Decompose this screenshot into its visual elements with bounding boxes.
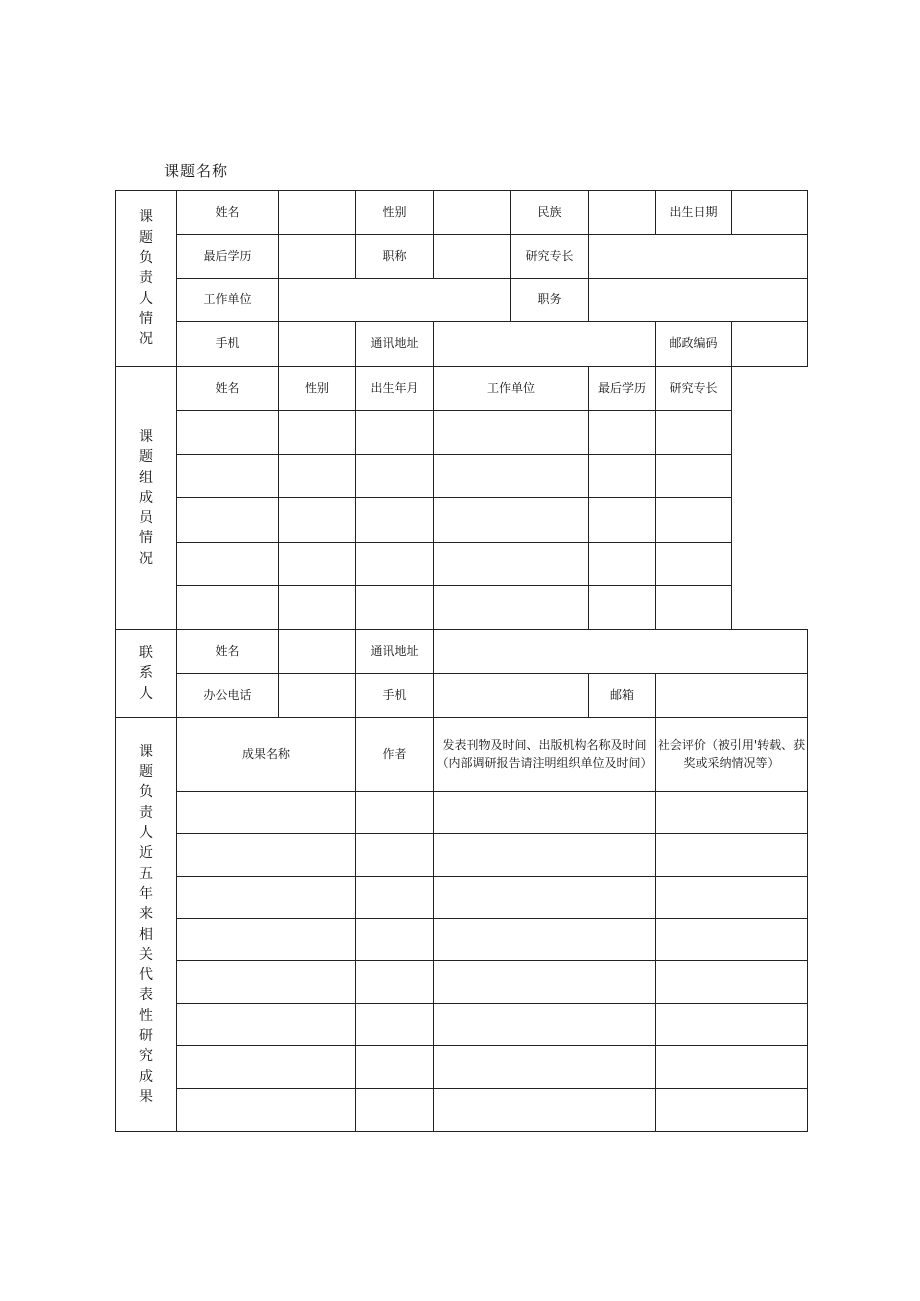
achievement-row xyxy=(116,792,808,834)
leader-specialty-field[interactable] xyxy=(589,235,808,279)
member-cell[interactable] xyxy=(356,586,434,630)
achievements-header-row xyxy=(116,718,808,792)
member-row xyxy=(116,586,808,630)
achievement-cell[interactable] xyxy=(434,1046,656,1089)
members-header-workunit: 工作单位 xyxy=(434,367,589,411)
achievement-cell[interactable] xyxy=(177,919,356,961)
member-cell[interactable] xyxy=(279,411,356,455)
achievement-cell[interactable] xyxy=(356,919,434,961)
achievement-cell[interactable] xyxy=(177,1046,356,1089)
contact-officephone-field[interactable] xyxy=(279,674,356,718)
page-title: 课题名称 xyxy=(164,162,229,180)
member-cell[interactable] xyxy=(434,543,589,586)
leader-ethnicity-label: 民族 xyxy=(511,191,589,235)
achievements-header-publication: 发表刊物及时间、出版机构名称及时间（内部调研报告请注明组织单位及时间） xyxy=(434,718,656,792)
member-cell[interactable] xyxy=(656,498,732,543)
leader-specialty-label: 研究专长 xyxy=(511,235,589,279)
leader-workunit-label: 工作单位 xyxy=(177,279,279,322)
member-row xyxy=(116,498,808,543)
contact-email-label: 邮箱 xyxy=(589,674,656,718)
member-cell[interactable] xyxy=(279,455,356,498)
achievement-cell[interactable] xyxy=(434,961,656,1004)
achievement-row xyxy=(116,1004,808,1046)
leader-position-label: 职务 xyxy=(511,279,589,322)
contact-address-field[interactable] xyxy=(434,630,808,674)
member-cell[interactable] xyxy=(589,543,656,586)
contact-row-2 xyxy=(116,674,808,718)
member-cell[interactable] xyxy=(177,586,279,630)
member-cell[interactable] xyxy=(656,543,732,586)
leader-workunit-field[interactable] xyxy=(279,279,511,322)
achievement-cell[interactable] xyxy=(177,834,356,877)
achievement-cell[interactable] xyxy=(356,1004,434,1046)
member-cell[interactable] xyxy=(589,411,656,455)
member-cell[interactable] xyxy=(589,455,656,498)
members-header-row xyxy=(116,367,808,411)
contact-mobile-label: 手机 xyxy=(356,674,434,718)
contact-email-field[interactable] xyxy=(656,674,808,718)
achievement-row xyxy=(116,961,808,1004)
achievements-header-evaluation: 社会评价（被引用'转载、获奖或采纳情况等） xyxy=(656,718,808,792)
member-cell[interactable] xyxy=(434,411,589,455)
achievement-cell[interactable] xyxy=(356,792,434,834)
achievement-cell[interactable] xyxy=(177,792,356,834)
contact-address-label: 通讯地址 xyxy=(356,630,434,674)
achievement-cell[interactable] xyxy=(177,961,356,1004)
contact-name-field[interactable] xyxy=(279,630,356,674)
achievement-cell[interactable] xyxy=(434,919,656,961)
member-cell[interactable] xyxy=(589,586,656,630)
contact-row-1 xyxy=(116,630,808,674)
achievement-cell[interactable] xyxy=(434,792,656,834)
member-cell[interactable] xyxy=(279,498,356,543)
achievement-cell[interactable] xyxy=(656,792,808,834)
achievement-cell[interactable] xyxy=(434,1089,656,1132)
member-cell[interactable] xyxy=(356,411,434,455)
application-form-table xyxy=(115,190,808,1132)
leader-row-2 xyxy=(116,235,808,279)
achievement-cell[interactable] xyxy=(356,834,434,877)
achievement-row xyxy=(116,1089,808,1132)
members-header-specialty: 研究专长 xyxy=(656,367,732,411)
member-cell[interactable] xyxy=(589,498,656,543)
achievement-cell[interactable] xyxy=(656,1004,808,1046)
leader-address-label: 通讯地址 xyxy=(356,322,434,367)
achievements-section-label: 课题负责人近五年来相关代表性研究成果 xyxy=(116,718,177,1132)
leader-education-field[interactable] xyxy=(279,235,356,279)
achievement-cell[interactable] xyxy=(656,919,808,961)
leader-ethnicity-field[interactable] xyxy=(589,191,656,235)
member-cell[interactable] xyxy=(434,455,589,498)
achievement-cell[interactable] xyxy=(434,877,656,919)
achievement-row xyxy=(116,834,808,877)
achievement-cell[interactable] xyxy=(177,1004,356,1046)
member-cell[interactable] xyxy=(177,498,279,543)
member-cell[interactable] xyxy=(356,498,434,543)
achievement-cell[interactable] xyxy=(434,1004,656,1046)
achievements-header-title: 成果名称 xyxy=(177,718,356,792)
achievement-cell[interactable] xyxy=(434,834,656,877)
members-header-gender: 性别 xyxy=(279,367,356,411)
member-row xyxy=(116,455,808,498)
members-section-label: 课题组成员情况 xyxy=(116,367,177,630)
achievement-cell[interactable] xyxy=(177,877,356,919)
achievement-cell[interactable] xyxy=(356,1089,434,1132)
achievement-row xyxy=(116,877,808,919)
leader-birthdate-label: 出生日期 xyxy=(656,191,732,235)
leader-mobile-field[interactable] xyxy=(279,322,356,367)
achievements-header-author: 作者 xyxy=(356,718,434,792)
member-cell[interactable] xyxy=(434,498,589,543)
achievement-cell[interactable] xyxy=(656,1089,808,1132)
contact-officephone-label: 办公电话 xyxy=(177,674,279,718)
member-cell[interactable] xyxy=(656,455,732,498)
achievement-cell[interactable] xyxy=(656,961,808,1004)
leader-name-label: 姓名 xyxy=(177,191,279,235)
leader-row-1 xyxy=(116,191,808,235)
member-cell[interactable] xyxy=(177,455,279,498)
leader-birthdate-field[interactable] xyxy=(732,191,808,235)
leader-education-label: 最后学历 xyxy=(177,235,279,279)
leader-postcode-field[interactable] xyxy=(732,322,808,367)
achievement-cell[interactable] xyxy=(356,961,434,1004)
contact-mobile-field[interactable] xyxy=(434,674,589,718)
member-cell[interactable] xyxy=(279,586,356,630)
achievement-cell[interactable] xyxy=(656,834,808,877)
member-row xyxy=(116,411,808,455)
member-cell[interactable] xyxy=(356,543,434,586)
leader-section-label: 课题负责人情况 xyxy=(116,191,177,367)
member-cell[interactable] xyxy=(656,411,732,455)
leader-name-field[interactable] xyxy=(279,191,356,235)
achievement-row xyxy=(116,1046,808,1089)
member-cell[interactable] xyxy=(656,586,732,630)
member-row xyxy=(116,543,808,586)
member-cell[interactable] xyxy=(177,411,279,455)
achievement-cell[interactable] xyxy=(356,877,434,919)
member-cell[interactable] xyxy=(434,586,589,630)
achievement-cell[interactable] xyxy=(656,1046,808,1089)
leader-address-field[interactable] xyxy=(434,322,656,367)
member-cell[interactable] xyxy=(177,543,279,586)
member-cell[interactable] xyxy=(356,455,434,498)
achievement-cell[interactable] xyxy=(356,1046,434,1089)
achievement-row xyxy=(116,919,808,961)
contact-section-label: 联系人 xyxy=(116,630,177,718)
members-header-birth: 出生年月 xyxy=(356,367,434,411)
leader-postcode-label: 邮政编码 xyxy=(656,322,732,367)
achievement-cell[interactable] xyxy=(656,877,808,919)
leader-row-4 xyxy=(116,322,808,367)
members-header-name: 姓名 xyxy=(177,367,279,411)
member-cell[interactable] xyxy=(279,543,356,586)
leader-gender-field[interactable] xyxy=(434,191,511,235)
contact-name-label: 姓名 xyxy=(177,630,279,674)
members-header-education: 最后学历 xyxy=(589,367,656,411)
leader-gender-label: 性别 xyxy=(356,191,434,235)
leader-title-field[interactable] xyxy=(434,235,511,279)
achievement-cell[interactable] xyxy=(177,1089,356,1132)
leader-position-field[interactable] xyxy=(589,279,808,322)
leader-mobile-label: 手机 xyxy=(177,322,279,367)
leader-row-3 xyxy=(116,279,808,322)
leader-title-label: 职称 xyxy=(356,235,434,279)
